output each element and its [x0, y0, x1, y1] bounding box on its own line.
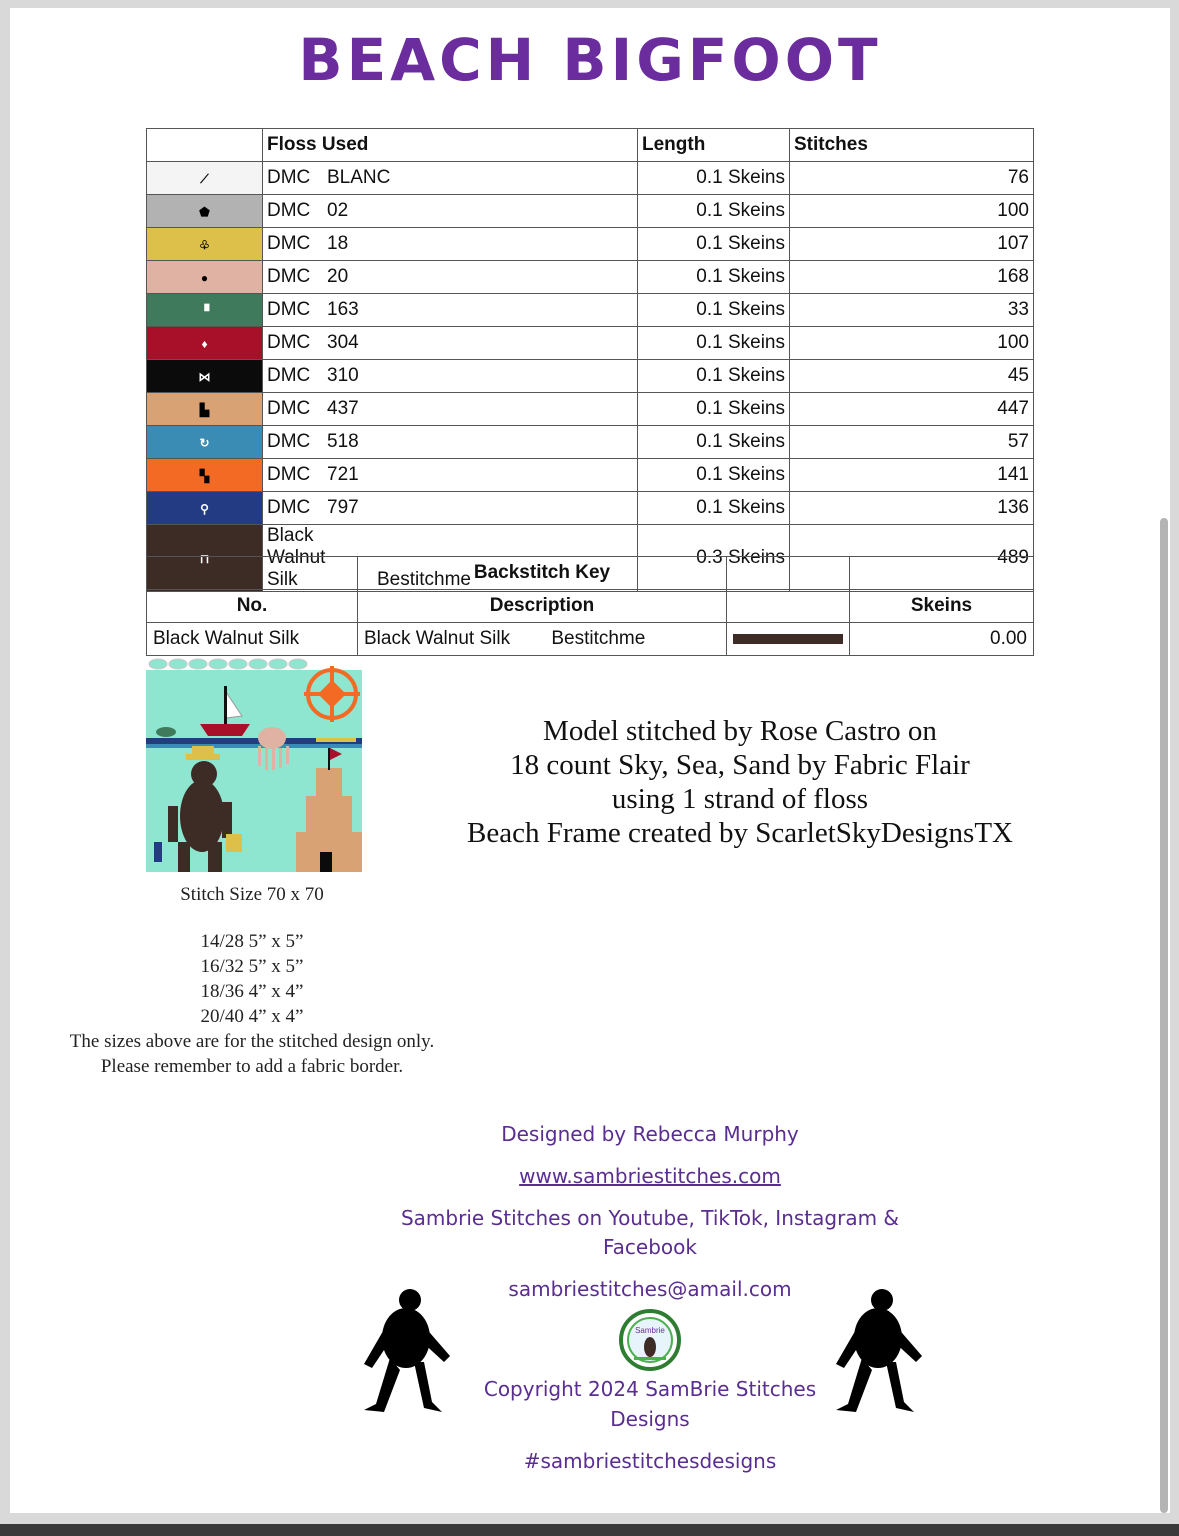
floss-symbol-icon: ↻	[199, 436, 210, 450]
floss-table-header	[147, 129, 1034, 162]
floss-extra: Bestitchme	[377, 569, 471, 590]
floss-brand: DMC	[267, 497, 311, 518]
floss-brand: Black Walnut Silk	[267, 525, 326, 590]
floss-length: 0.1 Skeins	[638, 294, 790, 327]
floss-code: 518	[327, 431, 359, 452]
floss-length: 0.3 Skeins	[638, 525, 790, 592]
pattern-title: BEACH BIGFOOT	[298, 26, 882, 94]
floss-stitches: 45	[790, 360, 1034, 393]
pdf-page	[10, 8, 1170, 1513]
floss-color-swatch	[147, 426, 263, 459]
copyright: Copyright 2024 SamBrie Stitches	[483, 1377, 817, 1401]
border-note: Please remember to add a fabric border.	[100, 1056, 404, 1077]
floss-symbol-icon: ●	[200, 271, 209, 285]
logo-text: Sambrie	[635, 1326, 665, 1335]
floss-row	[147, 426, 1034, 459]
floss-row	[147, 228, 1034, 261]
model-line: 18 count Sky, Sea, Sand by Fabric Flair	[510, 749, 970, 781]
floss-stitches: 33	[790, 294, 1034, 327]
floss-length: 0.1 Skeins	[638, 261, 790, 294]
floss-length: 0.1 Skeins	[638, 360, 790, 393]
backstitch-extra: Bestitchme	[551, 628, 646, 649]
floss-brand: DMC	[267, 299, 311, 320]
stitch-size: Stitch Size 70 x 70	[180, 884, 324, 905]
floss-color-swatch	[147, 492, 263, 525]
floss-row	[147, 459, 1034, 492]
fabric-size: 18/36 4” x 4”	[200, 981, 304, 1002]
vertical-scrollbar[interactable]	[1160, 518, 1168, 1513]
floss-symbol-icon: ♧	[199, 238, 210, 252]
floss-length: 0.1 Skeins	[638, 162, 790, 195]
floss-stitches: 100	[790, 195, 1034, 228]
floss-row	[147, 327, 1034, 360]
window-bottom-bar	[0, 1524, 1179, 1536]
floss-stitches: 168	[790, 261, 1034, 294]
floss-length: 0.1 Skeins	[638, 228, 790, 261]
model-info	[430, 714, 1050, 850]
floss-brand: DMC	[267, 365, 311, 386]
designer-credit: Designed by Rebecca Murphy	[501, 1122, 799, 1146]
backstitch-header-row	[147, 590, 1034, 623]
floss-stitches: 136	[790, 492, 1034, 525]
social-line-2: Facebook	[603, 1235, 697, 1259]
floss-color-swatch	[147, 261, 263, 294]
backstitch-skeins: 0.00	[850, 623, 1034, 656]
floss-color-swatch	[147, 195, 263, 228]
floss-symbol-icon: ⋈	[198, 370, 211, 384]
size-note: The sizes above are for the stitched design only.	[69, 1031, 435, 1052]
social-line: Sambrie Stitches on Youtube, TikTok, Instagram &	[400, 1206, 900, 1230]
floss-color-swatch	[147, 162, 263, 195]
floss-brand: DMC	[267, 464, 311, 485]
model-line: Model stitched by Rose Castro on	[543, 715, 937, 747]
floss-brand: DMC	[267, 266, 311, 287]
floss-symbol-icon: ▝	[199, 304, 210, 318]
floss-length: 0.1 Skeins	[638, 393, 790, 426]
backstitch-table	[146, 556, 1034, 656]
floss-brand: DMC	[267, 332, 311, 353]
floss-row	[147, 261, 1034, 294]
floss-code: 20	[327, 266, 349, 287]
floss-symbol-icon: ▚	[199, 469, 210, 483]
fabric-size: 14/28 5” x 5”	[200, 931, 304, 952]
floss-row	[147, 492, 1034, 525]
floss-code: 163	[327, 299, 359, 320]
floss-symbol-icon: ⬟	[199, 205, 210, 219]
stitch-size-info	[52, 882, 452, 1079]
email-address[interactable]: sambriestitches@amail.com	[508, 1277, 792, 1301]
floss-rows	[147, 162, 1034, 592]
floss-color-swatch	[147, 228, 263, 261]
length-header: Length	[638, 129, 790, 162]
floss-row	[147, 195, 1034, 228]
copyright-2: Designs	[610, 1407, 690, 1431]
bigfoot-silhouette-icon	[830, 1286, 930, 1416]
floss-brand: DMC	[267, 167, 311, 188]
stitches-header: Stitches	[790, 129, 1034, 162]
backstitch-row	[147, 623, 1034, 656]
backstitch-no-header: No.	[147, 590, 358, 623]
backstitch-description: Black Walnut Silk	[364, 628, 511, 649]
floss-code: BLANC	[327, 167, 391, 188]
floss-code: 304	[327, 332, 359, 353]
floss-stitches: 107	[790, 228, 1034, 261]
backstitch-line-swatch	[733, 634, 843, 644]
pattern-preview-image	[146, 656, 362, 872]
floss-length: 0.1 Skeins	[638, 492, 790, 525]
floss-color-swatch	[147, 459, 263, 492]
floss-row	[147, 294, 1034, 327]
website-link[interactable]: www.sambriestitches.com	[519, 1164, 781, 1188]
floss-code: 02	[327, 200, 349, 221]
model-line: Beach Frame created by ScarletSkyDesignsTX	[467, 817, 1013, 849]
floss-table	[146, 128, 1034, 592]
backstitch-no: Black Walnut Silk	[147, 623, 358, 656]
floss-symbol-icon: ♦	[201, 337, 208, 351]
floss-code: 310	[327, 365, 359, 386]
floss-color-swatch	[147, 360, 263, 393]
floss-brand: DMC	[267, 233, 311, 254]
floss-length: 0.1 Skeins	[638, 426, 790, 459]
floss-row	[147, 162, 1034, 195]
floss-length: 0.1 Skeins	[638, 195, 790, 228]
floss-color-swatch	[147, 327, 263, 360]
floss-symbol-icon: ⟋	[200, 172, 209, 186]
floss-length: 0.1 Skeins	[638, 327, 790, 360]
floss-code: 797	[327, 497, 359, 518]
floss-brand: DMC	[267, 431, 311, 452]
floss-color-swatch	[147, 294, 263, 327]
floss-code: 18	[327, 233, 349, 254]
floss-row	[147, 360, 1034, 393]
bigfoot-silhouette-icon	[358, 1286, 458, 1416]
floss-brand: DMC	[267, 398, 311, 419]
floss-length: 0.1 Skeins	[638, 459, 790, 492]
floss-code: 437	[327, 398, 359, 419]
fabric-size: 16/32 5” x 5”	[200, 956, 304, 977]
floss-stitches: 489	[790, 525, 1034, 592]
floss-used-header: Floss Used	[263, 129, 638, 162]
floss-symbol-icon: ⊓	[199, 552, 210, 566]
floss-brand: DMC	[267, 200, 311, 221]
floss-stitches: 141	[790, 459, 1034, 492]
fabric-size: 20/40 4” x 4”	[200, 1006, 304, 1027]
backstitch-skeins-header: Skeins	[850, 590, 1034, 623]
floss-symbol-icon: ▙	[199, 403, 210, 417]
backstitch-key-title: Backstitch Key	[358, 557, 727, 590]
floss-stitches: 447	[790, 393, 1034, 426]
backstitch-title-row	[147, 557, 1034, 590]
floss-stitches: 76	[790, 162, 1034, 195]
floss-symbol-icon: ⚲	[200, 502, 209, 516]
backstitch-description-header: Description	[358, 590, 727, 623]
model-line: using 1 strand of floss	[611, 783, 869, 815]
floss-stitches: 100	[790, 327, 1034, 360]
floss-color-swatch	[147, 393, 263, 426]
floss-row	[147, 393, 1034, 426]
hashtag: #sambriestitchesdesigns	[523, 1449, 777, 1473]
floss-code: 721	[327, 464, 359, 485]
floss-stitches: 57	[790, 426, 1034, 459]
sambrie-logo	[619, 1309, 681, 1371]
